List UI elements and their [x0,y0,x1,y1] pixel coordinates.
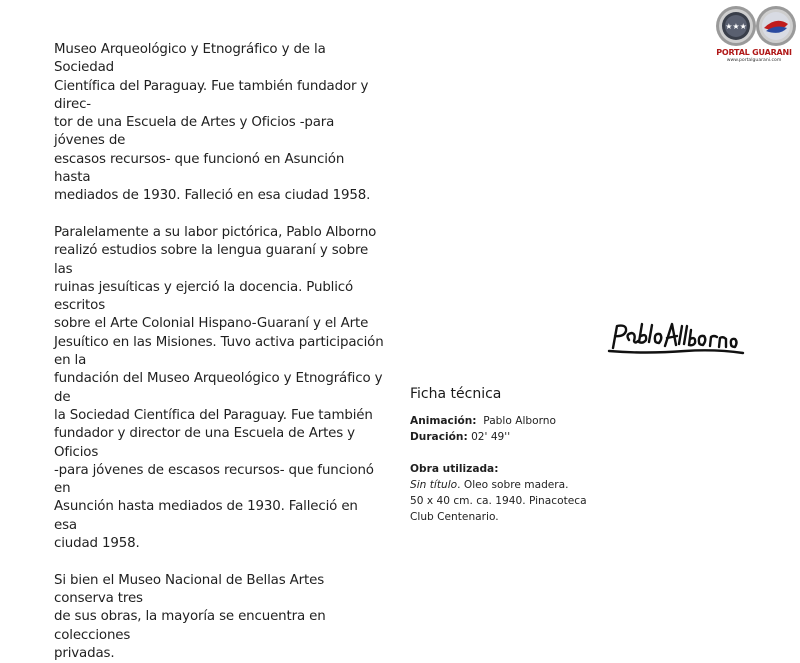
animacion-label: Animación: [410,415,477,427]
body-text-column [54,41,384,663]
body-paragraph-3: Si bien el Museo Nacional de Bellas Artes conserva tres de sus obras, la mayoría se encuentra en colecciones privadas. [54,572,326,661]
signature-icon [605,318,745,356]
svg-text:★★★: ★★★ [725,22,747,31]
obra-label: Obra utilizada: [410,463,499,475]
logo-title: PORTAL GUARANI [716,48,792,57]
portal-guarani-logo [710,4,798,66]
obra-details: 50 x 40 cm. ca. 1940. Pinacoteca Club Centenario. [410,495,587,523]
animacion-value: Pablo Alborno [483,415,556,427]
duracion-label: Duración: [410,431,468,443]
animacion-line [410,413,610,429]
obra-title: Sin título [410,479,458,491]
ficha-title: Ficha técnica [410,386,502,402]
body-paragraph-2: Paralelamente a su labor pictórica, Pablo Alborno realizó estudios sobre la lengua guaraní y sobre las ruinas jesuíticas y ejerció la docencia. Publicó escritos sobre el Arte Colonial Hispano-Guaraní y el Arte Jesuítico en las Misiones. Tuvo activa participación en la fundación del Museo Arqueológico y Etnográfico y de la Sociedad Científica del Paraguay. Fue también fundador y director de una Escuela de Artes y Oficios -para jóvenes de escasos recursos- que funcionó en Asunción hasta mediados de 1930. Falleció en esa ciudad 1958. [54,224,384,552]
signature-image [605,318,745,356]
obra-line-title [410,477,610,493]
obra-line-label [410,461,610,477]
logo-url: www.portalguarani.com [726,58,782,63]
duracion-value: 02' 49'' [471,431,511,443]
ficha-tecnica [410,385,610,525]
logo-seals-icon [710,4,798,50]
duracion-line [410,429,610,445]
body-paragraph-1: Museo Arqueológico y Etnográfico y de la Sociedad Científica del Paraguay. Fue también fundador y direc- tor de una Escuela de Artes y Oficios -para jóvenes de escasos recursos- que funcionó en Asunción hasta mediados de 1930. Falleció en esa ciudad 1958. [54,42,371,204]
obra-title-rest: . Oleo sobre madera. [457,479,569,491]
